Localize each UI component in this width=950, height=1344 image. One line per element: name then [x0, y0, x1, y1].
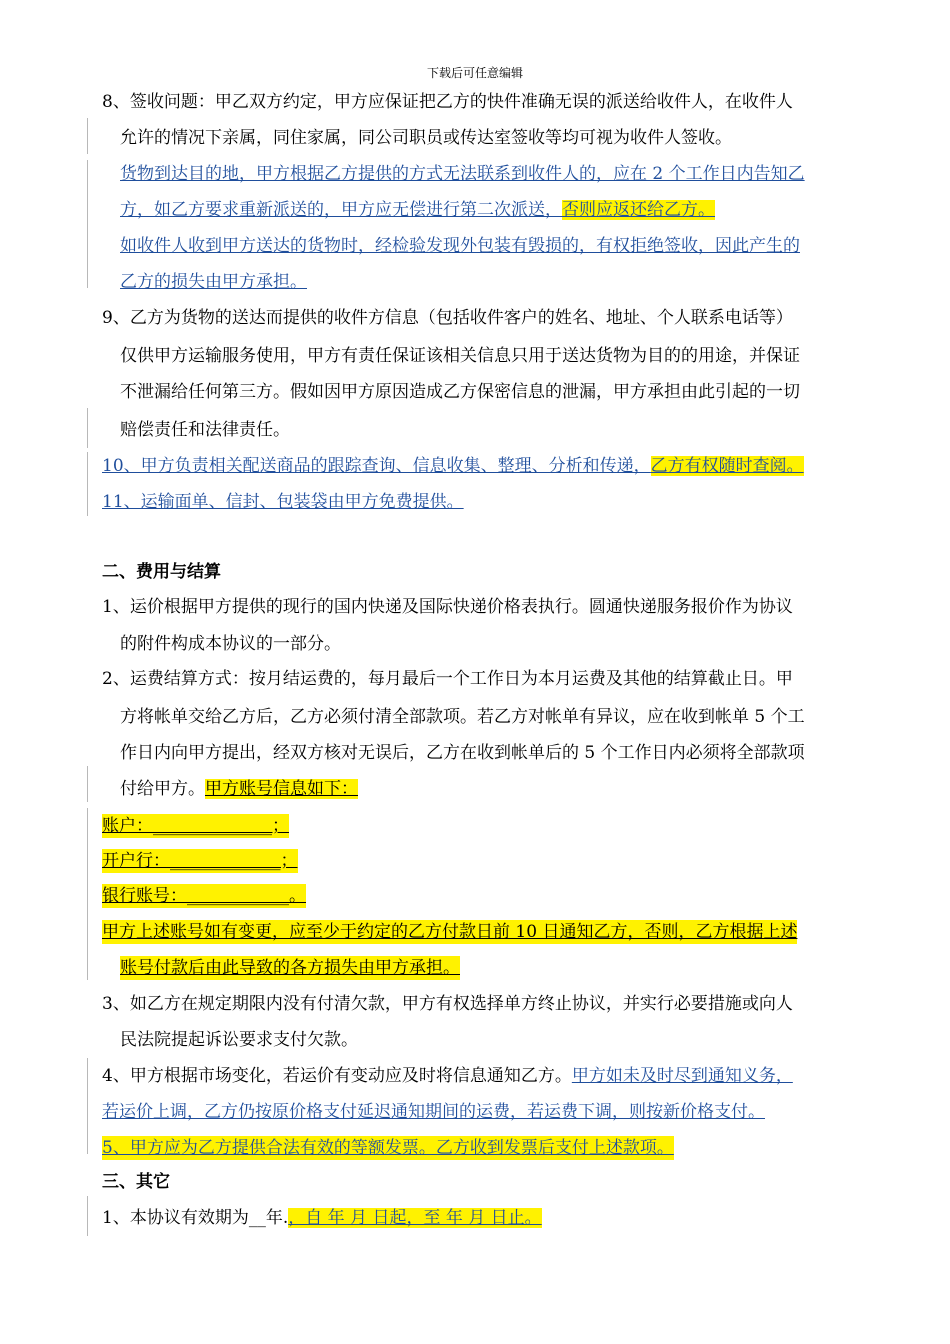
fees-clause-2-line-1: 2、运费结算方式：按月结运费的，每月最后一个工作日为本月运费及其他的结算截止日。甲	[102, 669, 793, 689]
other-clause-1: 1、本协议有效期为__年.，自 年 月 日起，至 年 月 日止。	[102, 1208, 542, 1228]
clause-9-line-3: 不泄漏给任何第三方。假如因甲方原因造成乙方保密信息的泄漏，甲方承担由此引起的一切	[120, 382, 800, 402]
section-heading-fees: 二、费用与结算	[102, 562, 221, 582]
fees-clause-3-line-2: 民法院提起诉讼要求支付欠款。	[120, 1030, 358, 1050]
account-name-field: 账户：______________；	[102, 816, 289, 836]
account-change-line-1: 甲方上述账号如有变更，应至少于约定的乙方付款日前 10 日通知乙方，否则，乙方根据上述	[102, 922, 798, 942]
fees-clause-5: 5、甲方应为乙方提供合法有效的等额发票。乙方收到发票后支付上述款项。	[102, 1138, 674, 1158]
change-bar	[87, 118, 88, 154]
change-bar	[87, 160, 88, 288]
clause-9-line-2: 仅供甲方运输服务使用，甲方有责任保证该相关信息只用于送达货物为目的的用途，并保证	[120, 346, 800, 366]
fees-clause-2-line-2: 方将帐单交给乙方后，乙方必须付清全部款项。若乙方对帐单有异议，应在收到帐单 5 个工	[120, 707, 805, 727]
clause-8-insert-line-1: 货物到达目的地，甲方根据乙方提供的方式无法联系到收件人的，应在 2 个工作日内告知乙	[120, 164, 805, 184]
fees-clause-3-line-1: 3、如乙方在规定期限内没有付清欠款，甲方有权选择单方终止协议，并实行必要措施或向人	[102, 994, 793, 1014]
clause-11: 11、运输面单、信封、包装袋由甲方免费提供。	[102, 492, 464, 512]
fees-clause-2-line-3: 作日内向甲方提出，经双方核对无误后，乙方在收到帐单后的 5 个工作日内必须将全部款项	[120, 743, 805, 763]
clause-9-line-1: 9、乙方为货物的送达而提供的收件方信息（包括收件客户的姓名、地址、个人联系电话等）	[102, 308, 793, 328]
fees-clause-4-line-1: 4、甲方根据市场变化，若运价有变动应及时将信息通知乙方。甲方如未及时尽到通知义务，	[102, 1066, 793, 1086]
clause-8-insert-line-4: 乙方的损失由甲方承担。	[120, 272, 307, 292]
highlight: 乙方有权随时查阅。	[650, 456, 804, 476]
bank-account-field: 银行账号：____________。	[102, 886, 306, 906]
change-bar	[87, 1196, 88, 1236]
highlight: 否则应返还给乙方。	[562, 200, 715, 220]
clause-9-line-4: 赔偿责任和法律责任。	[120, 420, 290, 440]
change-bar	[87, 808, 88, 980]
fees-clause-2-line-4: 付给甲方。甲方账号信息如下：	[120, 779, 358, 799]
change-bar	[87, 452, 88, 516]
clause-8-insert-line-2: 方，如乙方要求重新派送的，甲方应无偿进行第二次派送，否则应返还给乙方。	[120, 200, 715, 220]
highlight: ，自 年 月 日起，至 年 月 日止。	[288, 1208, 542, 1228]
section-heading-other: 三、其它	[102, 1172, 170, 1192]
fees-clause-4-line-2: 若运价上调，乙方仍按原价格支付延迟通知期间的运费，若运费下调，则按新价格支付。	[102, 1102, 765, 1122]
change-bar	[87, 1058, 88, 1154]
change-bar	[87, 408, 88, 448]
clause-8-line-1: 8、签收问题：甲乙双方约定，甲方应保证把乙方的快件准确无误的派送给收件人，在收件人	[102, 92, 793, 112]
fees-clause-1-line-1: 1、运价根据甲方提供的现行的国内快递及国际快递价格表执行。圆通快递服务报价作为协议	[102, 597, 793, 617]
page-header: 下载后可任意编辑	[426, 66, 523, 80]
fees-clause-1-line-2: 的附件构成本协议的一部分。	[120, 634, 341, 654]
change-bar	[87, 766, 88, 802]
account-change-line-2: 账号付款后由此导致的各方损失由甲方承担。	[120, 958, 460, 978]
clause-8-insert-line-3: 如收件人收到甲方送达的货物时，经检验发现外包装有毁损的，有权拒绝签收，因此产生的	[120, 236, 800, 256]
clause-10: 10、甲方负责相关配送商品的跟踪查询、信息收集、整理、分析和传递，乙方有权随时查阅。	[102, 456, 804, 476]
clause-8-line-2: 允许的情况下亲属，同住家属，同公司职员或传达室签收等均可视为收件人签收。	[120, 128, 732, 148]
highlight: 甲方账号信息如下：	[205, 779, 358, 799]
bank-name-field: 开户行：_____________；	[102, 851, 298, 871]
